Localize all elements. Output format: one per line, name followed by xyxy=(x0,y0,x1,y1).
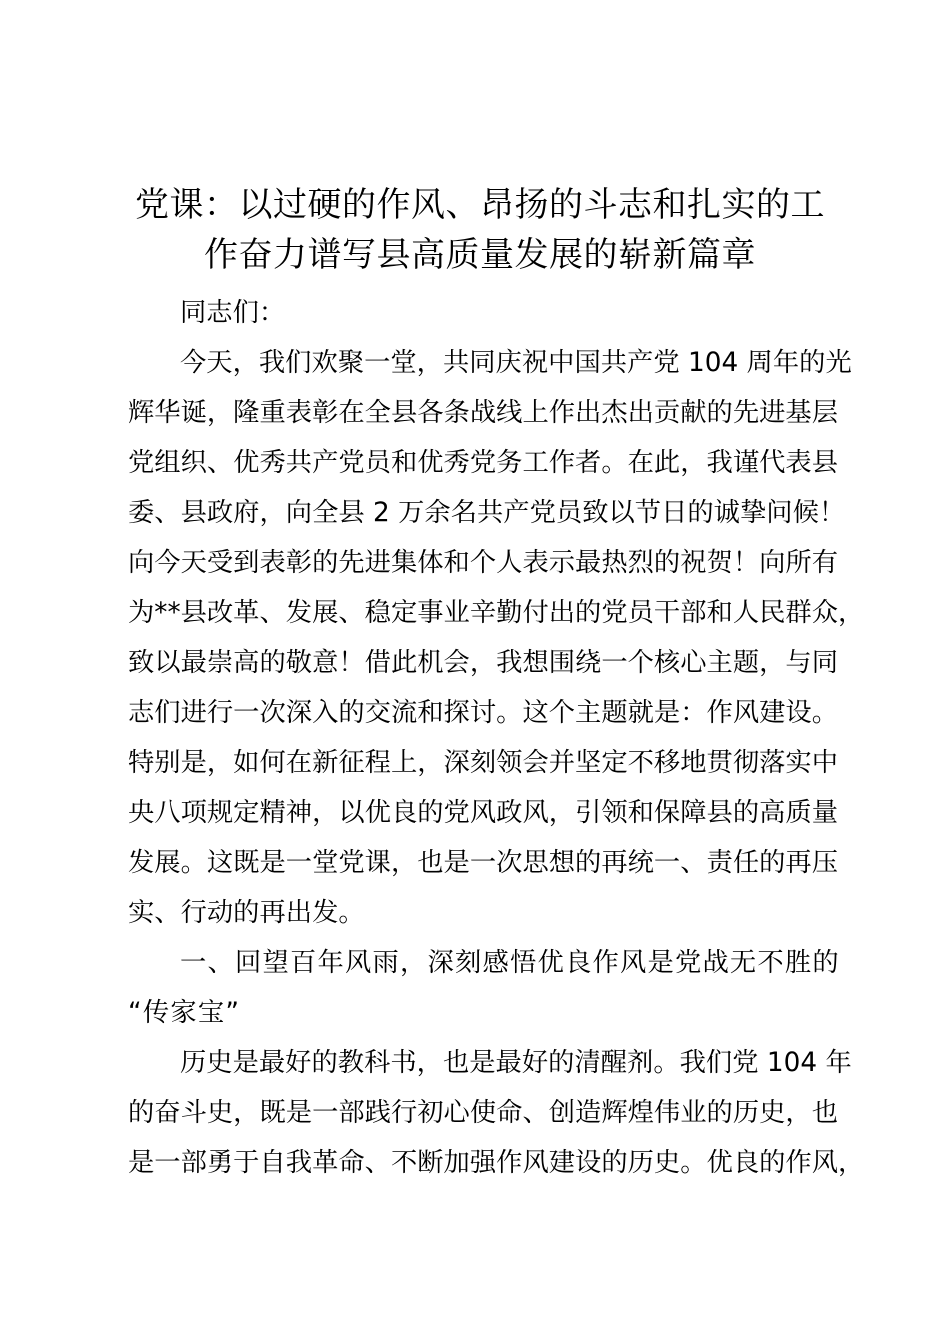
paragraph-line: 党组织、优秀共产党员和优秀党务工作者。在此，我谨代表县 xyxy=(128,448,839,478)
section-1-heading xyxy=(128,938,840,1038)
paragraph-line: 委、县政府，向全县 2 万余名共产党员致以节日的诚挚问候！ xyxy=(128,498,846,528)
salutation: 同志们： xyxy=(180,298,286,328)
paragraph-1 xyxy=(128,338,865,938)
paragraph-line: 实、行动的再出发。 xyxy=(128,898,365,928)
paragraph-line: 今天，我们欢聚一堂，共同庆祝中国共产党 104 周年的光 xyxy=(180,348,852,378)
document-title-line-1: 党课：以过硬的作风、昂扬的斗志和扎实的工 xyxy=(135,185,825,225)
paragraph-line: 致以最崇高的敬意！借此机会，我想围绕一个核心主题，与同 xyxy=(128,648,839,678)
paragraph-line: 辉华诞，隆重表彰在全县各条战线上作出杰出贡献的先进基层 xyxy=(128,398,839,428)
paragraph-line: 特别是，如何在新征程上，深刻领会并坚定不移地贯彻落实中 xyxy=(128,748,839,778)
paragraph-line: 发展。这既是一堂党课，也是一次思想的再统一、责任的再压 xyxy=(128,848,839,878)
paragraph-line: 的奋斗史，既是一部践行初心使命、创造辉煌伟业的历史，也 xyxy=(128,1098,839,1128)
paragraph-line: 历史是最好的教科书，也是最好的清醒剂。我们党 104 年 xyxy=(180,1048,852,1078)
paragraph-line: 为**县改革、发展、稳定事业辛勤付出的党员干部和人民群众， xyxy=(128,598,865,628)
section-heading-line: “传家宝” xyxy=(128,998,241,1028)
document-title-line-2: 作奋力谱写县高质量发展的崭新篇章 xyxy=(204,235,756,275)
paragraph-line: 央八项规定精神，以优良的党风政风，引领和保障县的高质量 xyxy=(128,798,839,828)
paragraph-line: 是一部勇于自我革命、不断加强作风建设的历史。优良的作风， xyxy=(128,1148,865,1178)
document-body xyxy=(128,288,865,1188)
section-heading-line: 一、回望百年风雨，深刻感悟优良作风是党战无不胜的 xyxy=(180,948,840,978)
paragraph-2 xyxy=(128,1038,865,1188)
paragraph-line: 向今天受到表彰的先进集体和个人表示最热烈的祝贺！向所有 xyxy=(128,548,839,578)
paragraph-line: 志们进行一次深入的交流和探讨。这个主题就是：作风建设。 xyxy=(128,698,839,728)
